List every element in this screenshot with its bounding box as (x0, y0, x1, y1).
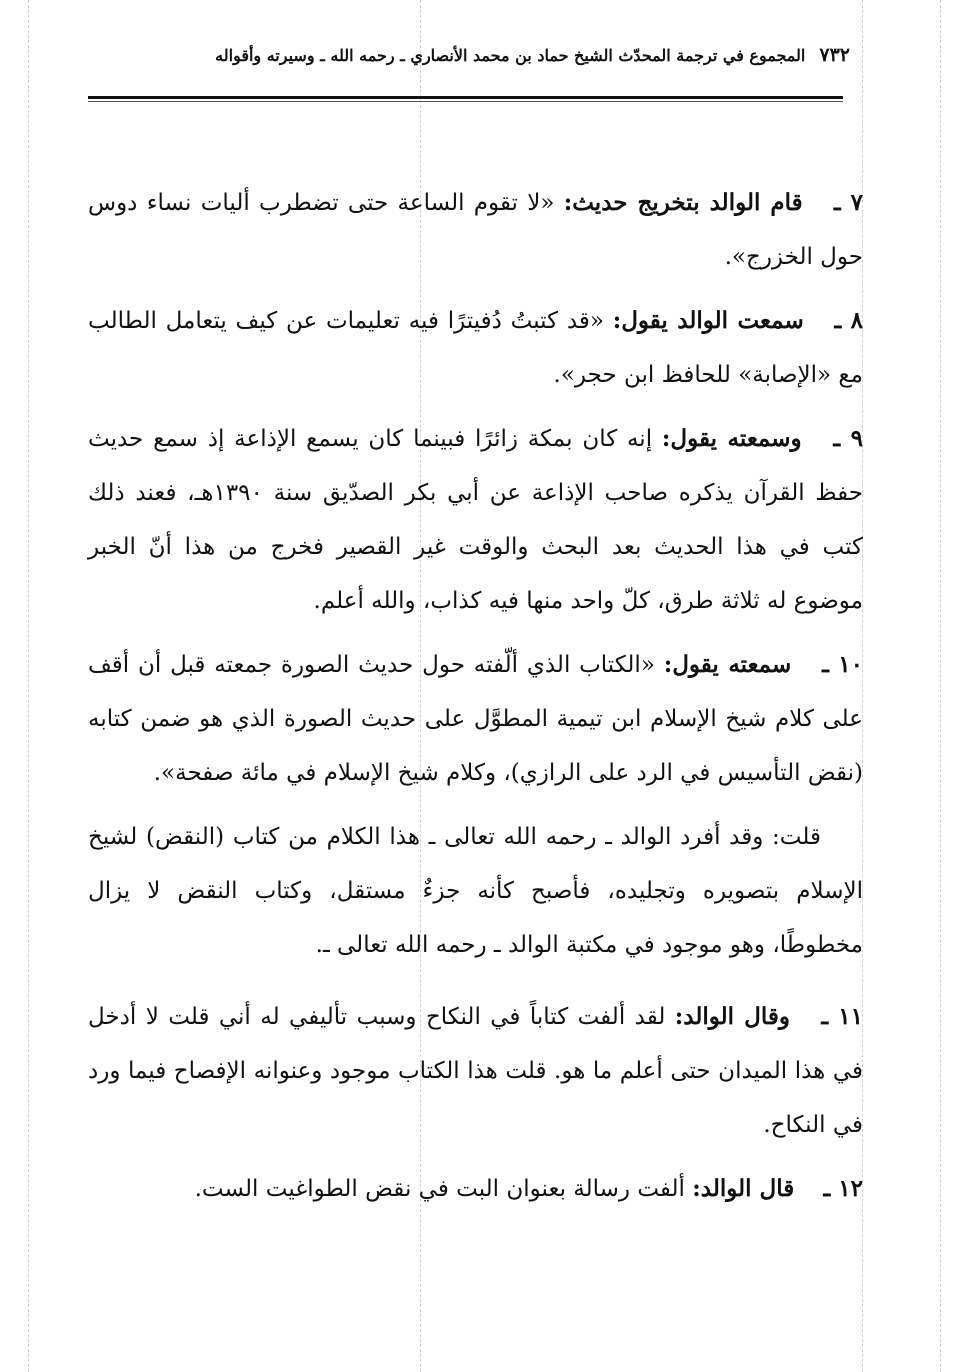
note-body: قلت: وقد أفرد الوالد ـ رحمه الله تعالى ـ هذا الكلام من كتاب (النقض) لشيخ الإسلام بتصويره وتجليده، فأصبح كأنه جزءٌ مستقل، وكتاب النقض لا يزال مخطوطًا، وهو موجود في مكتبة الوالد ـ رحمه الله تعالى ـ. (88, 824, 863, 958)
paragraph-8 (88, 294, 863, 402)
item-number: ١١ ـ (821, 1003, 864, 1030)
editor-note (88, 810, 863, 972)
item-number: ١٠ ـ (822, 651, 864, 678)
paragraph-11 (88, 990, 863, 1152)
item-body: «الكتاب الذي ألّفته حول حديث الصورة جمعته قبل أن أقف على كلام شيخ الإسلام ابن تيمية المطوَّل على حديث الصورة الذي هو ضمن كتابه (نقض التأسيس في الرد على الرازي)، وكلام شيخ الإسلام في مائة صفحة». (88, 652, 863, 786)
item-lead: سمعت الوالد يقول: (612, 307, 804, 334)
page-number: ٧٣٢ (819, 44, 850, 66)
item-body: «قد كتبتُ دُفيترًا فيه تعليمات عن كيف يتعامل الطالب مع «الإصابة» للحافظ ابن حجر». (88, 308, 863, 388)
item-lead: سمعته يقول: (663, 651, 792, 678)
item-number: ١٢ ـ (823, 1175, 863, 1202)
paragraph-12 (88, 1162, 863, 1216)
scan-guide-line (28, 0, 29, 1372)
paragraph-10 (88, 638, 863, 800)
item-lead: قام الوالد بتخريج حديث: (563, 189, 803, 216)
paragraph-9 (88, 412, 863, 628)
item-body: إنه كان بمكة زائرًا فبينما كان يسمع الإذاعة إذ سمع حديث حفظ القرآن يذكره صاحب الإذاعة عن أبي بكر الصدّيق سنة ١٣٩٠هـ، فعند ذلك كتب في هذا الحديث بعد البحث والوقت غير القصير فخرج من هذا أنّ الخبر موضوع له ثلاثة طرق، كلّ واحد منها فيه كذاب، والله أعلم. (88, 426, 863, 614)
item-number: ٨ ـ (834, 307, 864, 334)
item-body: «لا تقوم الساعة حتى تضطرب أليات نساء دوس حول الخزرج». (88, 190, 863, 270)
paragraph-7 (88, 176, 863, 284)
item-body: ألفت رسالة بعنوان البت في نقض الطواغيت الست. (194, 1176, 685, 1202)
item-number: ٧ ـ (833, 189, 863, 216)
header-rule (88, 96, 843, 99)
item-lead: وقال الوالد: (674, 1003, 790, 1030)
item-lead: وسمعته يقول: (661, 425, 802, 452)
item-lead: قال الوالد: (692, 1175, 795, 1202)
item-number: ٩ ـ (833, 425, 864, 452)
header-rule-thin (88, 101, 843, 102)
running-header (170, 44, 850, 74)
item-body: لقد ألفت كتاباً في النكاح وسبب تأليفي له أني قلت لا أدخل في هذا الميدان حتى أعلم ما هو. قلت هذا الكتاب موجود وعنوانه الإفصاح فيما ورد في النكاح. (88, 1004, 863, 1138)
body-text (88, 176, 863, 1226)
scan-guide-line (940, 0, 941, 1372)
header-title: المجموع في ترجمة المحدّث الشيخ حماد بن محمد الأنصاري ـ رحمه الله ـ وسيرته وأقواله (215, 46, 806, 65)
